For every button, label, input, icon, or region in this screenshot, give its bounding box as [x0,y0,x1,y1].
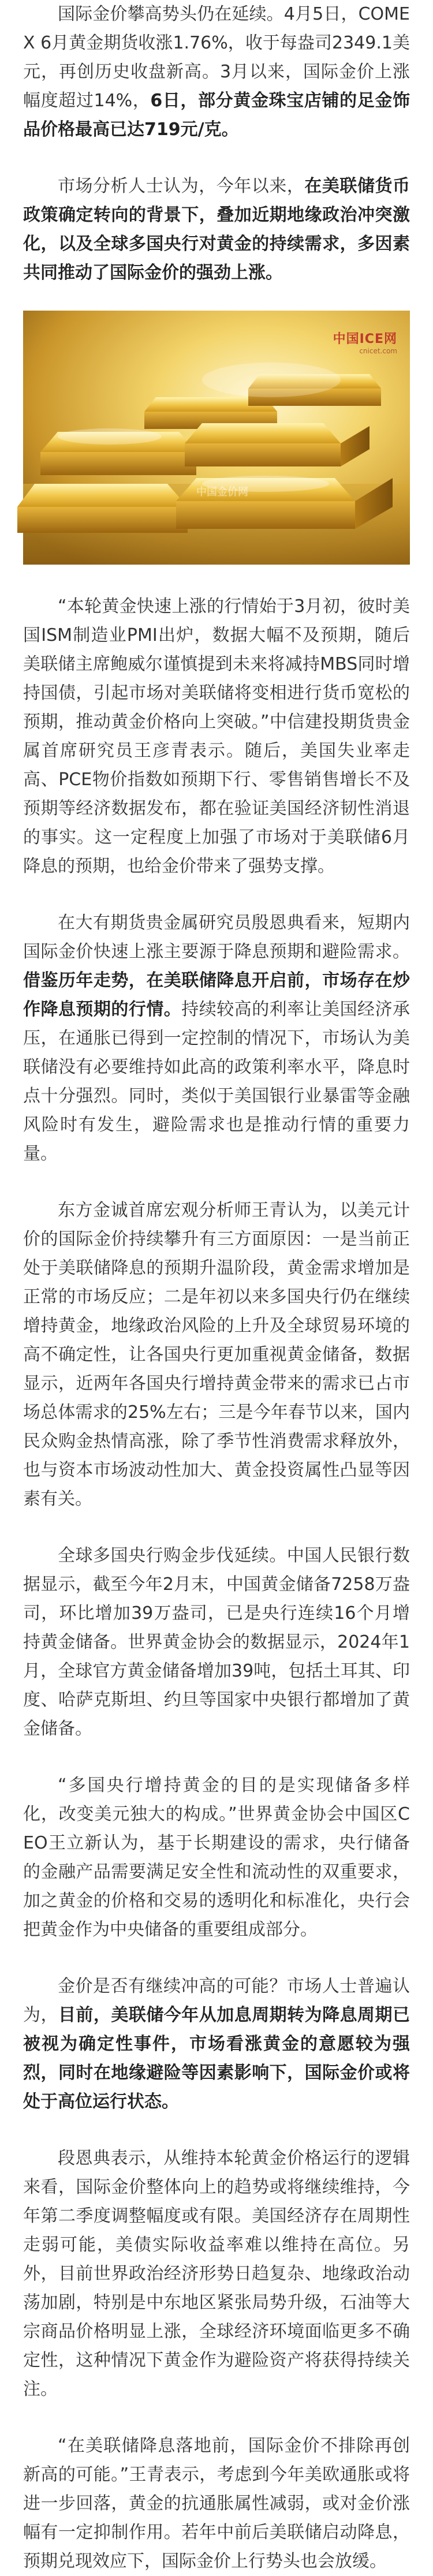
paragraph-8-bold: 目前，美联储今年从加息周期转为降息周期已被视为确定性事件，市场看涨黄金的意愿较为强烈，同时在地缘避险等因素影响下，国际金价或将处于高位运行状态。 [23,2005,410,2112]
paragraph-10: “在美联储降息落地前，国际金价不排除再创新高的可能。”王青表示，考虑到今年美欧通胀或将进一步回落，黄金的抗通胀属性减弱，或对金价涨幅有一定抑制作用。若年中前后美联储启动降息，预期兑现效应下，国际金价上行势头也会放缓。 [23,2436,410,2571]
paragraph-2-bold: 在美联储货币政策确定转向的背景下，叠加近期地缘政治冲突激化，以及全球多国央行对黄金的持续需求，多因素共同推动了国际金价的强劲上涨。 [23,176,410,283]
image-watermark-center: 中国金价网 [196,486,248,498]
paragraph-8-text: 金价是否有继续冲高的可能？市场人士普遍认为， [23,1976,410,2025]
paragraph-4-text-1: 在大有期货贵金属研究员殷恩典看来，短期内国际金价快速上涨主要源于降息预期和避险需求。 [23,913,410,962]
paragraph-2-text: 市场分析人士认为，今年以来， [58,176,305,196]
paragraph-5: 东方金诚首席宏观分析师王青认为，以美元计价的国际金价持续攀升有三方面原因：一是当前正处于美联储降息的预期升温阶段，黄金需求增加是正常的市场反应；二是年初以来多国央行仍在继续增持黄金，地缘政治风险的上升及全球贸易环境的高不确定性，让各国央行更加重视黄金储备，数据显示，近两年各国央行增持黄金带来的需求已占市场总体需求的25%左右；三是今年春节以来，国内民众购金热情高涨，除了季节性消费需求释放外，也与资本市场波动性加大、黄金投资属性凸显等因素有关。 [23,1200,410,1509]
paragraph-4-bold: 借鉴历年走势，在美联储降息开启前，市场存在炒作降息预期的行情。 [23,970,410,1020]
paragraph-1 [23,0,410,144]
paragraph-1-text: 国际金价攀高势头仍在延续。4月5日，COMEX 6月黄金期货收涨1.76%，收于每盎司2349.1美元，再创历史收盘新高。3月以来，国际金价上涨幅度超过14%， [23,4,410,111]
paragraph-4 [23,909,410,1168]
paragraph-9: 段恩典表示，从维持本轮黄金价格运行的逻辑来看，国际金价整体向上的趋势或将继续维持，今年第二季度调整幅度或有限。美国经济存在周期性走弱可能，美债实际收益率难以维持在高位。另外，目前世界政治经济形势日趋复杂、地缘政治动荡加剧，特别是中东地区紧张局势升级，石油等大宗商品价格明显上涨，全球经济环境面临更多不确定性，这种情况下黄金作为避险资产将获得持续关注。 [23,2148,410,2399]
image-watermark-text: 中国ICE网 [333,332,397,346]
paragraph-4-text-2: 持续较高的利率让美国经济承压，在通胀已得到一定控制的情况下，市场认为美联储没有必要维持如此高的政策利率水平，降息时点十分强烈。同时，类似于美国银行业暴雷等金融风险时有发生，避险需求也是推动行情的重要力量。 [23,999,410,1164]
paragraph-7: “多国央行增持黄金的目的是实现储备多样化，改变美元独大的构成。”世界黄金协会中国区CEO王立新认为，基于长期建设的需求，央行储备的金融产品需要满足安全性和流动性的双重要求，加之黄金的价格和交易的透明化和标准化，央行会把黄金作为中央储备的重要组成部分。 [23,1775,410,1940]
paragraph-1-bold: 6日，部分黄金珠宝店铺的足金饰品价格最高已达719元/克。 [23,91,410,140]
paragraph-3: “本轮黄金快速上涨的行情始于3月初，彼时美国ISM制造业PMI出炉，数据大幅不及预期，随后美联储主席鲍威尔谨慎提到未来将减持MBS同时增持国债，引起市场对美联储将变相进行货币宽松的预期，推动黄金价格向上突破。”中信建投期货贵金属首席研究员王彦青表示。随后，美国失业率走高、PCE物价指数如预期下行、零售销售增长不及预期等经济数据发布，都在验证美国经济韧性消退的事实。这一定程度上加强了市场对于美联储6月降息的预期，也给金价带来了强势支撑。 [23,596,410,876]
paragraph-2 [23,172,410,288]
image-watermark-logo [333,329,397,355]
image-watermark-subtext: cnicet.com [359,347,397,355]
paragraph-6: 全球多国央行购金步伐延续。中国人民银行数据显示，截至今年2月末，中国黄金储备7258万盎司，环比增加39万盎司，已是央行连续16个月增持黄金储备。世界黄金协会的数据显示，2024年1月，全球官方黄金储备增加39吨，包括土耳其、印度、哈萨克斯坦、约旦等国家中央银行都增加了黄金储备。 [23,1545,410,1739]
paragraph-8 [23,1972,410,2116]
gold-bars-image [23,311,410,565]
